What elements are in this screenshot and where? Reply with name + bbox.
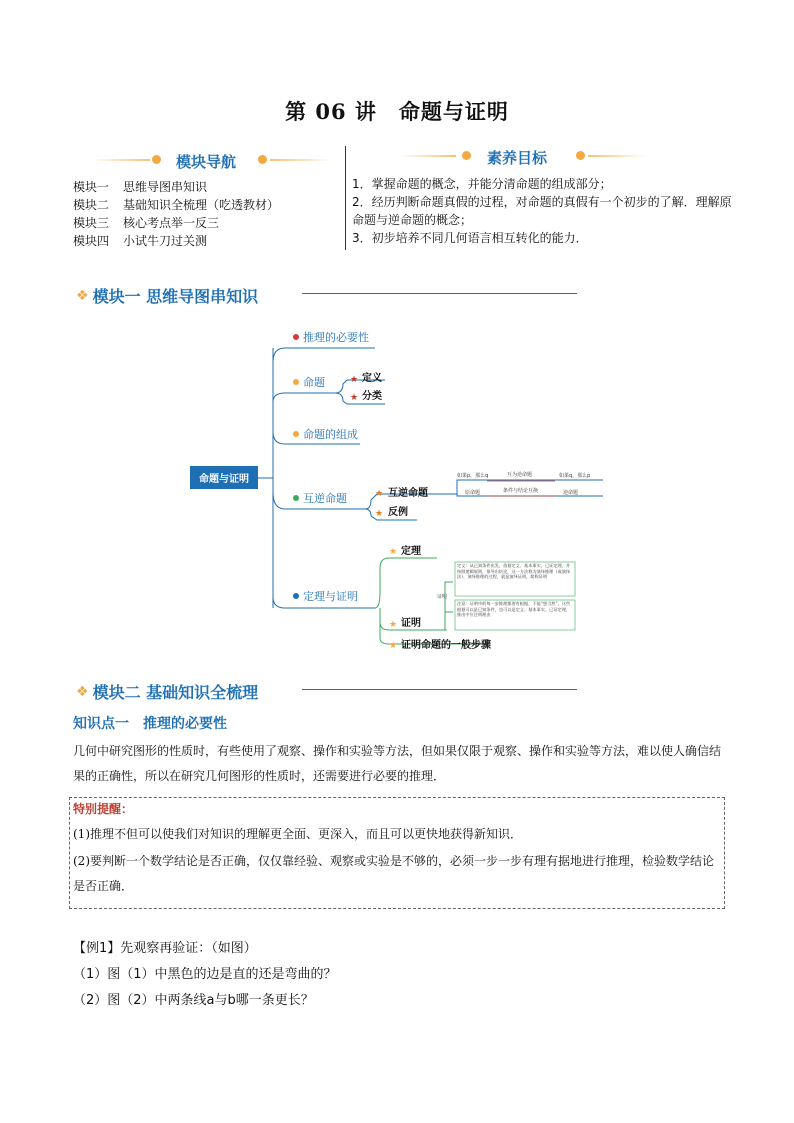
mindmap-trunk (258, 348, 273, 608)
mindmap-b5a: 定理 (401, 546, 421, 557)
tip-p1: (1)推理不但可以使我们对知识的理解更全面、更深入，而且可以更快地获得新知识． (73, 827, 523, 841)
mindmap-b4a: 互逆命题 (388, 488, 428, 499)
mindmap-root: 命题与证明 (199, 474, 249, 485)
bullet-icon (293, 379, 299, 385)
mindmap-b5-def (457, 563, 573, 595)
mindmap-b4b: 反例 (388, 507, 408, 518)
goals-heading-dot-right (576, 151, 585, 160)
star-icon: ★ (350, 393, 359, 403)
diamond-icon: ❖ (76, 287, 89, 304)
nav-item[interactable] (73, 232, 279, 250)
mindmap-b4t2: 互为逆命题 (507, 472, 533, 478)
example-line-3: （2）图（2）中两条线a与b哪一条更长？ (73, 993, 314, 1008)
nav-item[interactable] (73, 214, 279, 232)
module1-line (302, 293, 577, 294)
mindmap-branch-2-line (273, 393, 335, 402)
goal-item: 2．经历判断命题真假的过程，对命题的真假有一个初步的了解．理解原命题与逆命题的概念； (352, 195, 732, 227)
nav-item-text: 核心考点举一反三 (123, 216, 220, 230)
module2-title-text: 模块二 基础知识全梳理 (92, 683, 259, 702)
star-icon: ★ (389, 641, 398, 651)
mindmap-b5t1: 定义：从已知条件出发，依据定义、基本事实、已证定理，并按照逻辑规则，推导出结论，这一方法称为演绎推理（或演绎法），演绎推理的过程，就是演绎证明，简称证明 (457, 563, 571, 579)
module2-title (76, 680, 258, 703)
goals-heading-line-right (588, 155, 646, 157)
nav-item-label: 模块三 (73, 216, 110, 230)
module2-line (302, 689, 577, 690)
nav-heading: 模块导航 (176, 153, 237, 171)
goals-heading-dot-left (462, 151, 471, 160)
module1-title (76, 284, 258, 307)
nav-item[interactable] (73, 178, 279, 196)
example-block (73, 936, 723, 1014)
page-title: 第 06 讲 命题与证明 (285, 99, 509, 124)
star-icon: ★ (389, 620, 398, 630)
mindmap-b4t4: 原命题 (465, 490, 481, 496)
bullet-icon (293, 431, 299, 437)
module1-title-text: 模块一 思维导图串知识 (92, 287, 259, 306)
mindmap-b5t2: 注意：证明中的每一步推理都要有根据，不能“想当然”，这些根据可以是已知条件，也可以是定义、基本事实、已证定理，推出中应注明理由 (457, 601, 571, 617)
goals-heading: 素养目标 (487, 149, 548, 167)
nav-heading-line-left (92, 159, 150, 161)
bullet-icon (293, 495, 299, 501)
mindmap-b5-note (457, 601, 573, 629)
mindmap-b2: 命题 (303, 376, 325, 389)
goals-list (352, 175, 737, 247)
mindmap-b4t5: 条件与结论互换 (503, 488, 539, 494)
header-divider (345, 146, 346, 250)
mindmap-b2a: 定义 (362, 373, 382, 384)
star-icon: ★ (375, 509, 384, 519)
mindmap-b1: 推理的必要性 (303, 331, 369, 344)
mindmap-b4t6: 逆命题 (563, 490, 579, 496)
tip-p2: (2)要判断一个数学结论是否正确，仅仅靠经验、观察或实验是不够的，必须一步一步有理有据地进行推理，检验数学结论是否正确． (73, 854, 715, 893)
nav-item-text: 小试牛刀过关测 (123, 234, 208, 248)
mindmap-b4t1: 如果p，那么q (457, 473, 489, 479)
mindmap-b5-detail-lines (437, 582, 453, 630)
nav-heading-line-right (270, 159, 332, 161)
kp1-title: 知识点一 推理的必要性 (73, 716, 227, 732)
mindmap-b5c: 证明命题的一般步骤 (401, 640, 491, 651)
nav-item-label: 模块一 (73, 180, 110, 194)
example-line-2: （1）图（1）中黑色的边是直的还是弯曲的？ (73, 967, 337, 982)
star-icon: ★ (389, 547, 398, 557)
mindmap-b4t3: 如果q，那么p (559, 473, 591, 479)
mind-map (185, 322, 610, 656)
mindmap-branch-1-line (273, 348, 375, 362)
nav-heading-dot-right (258, 155, 267, 164)
goal-item: 1．掌握命题的概念，并能分清命题的组成部分； (352, 177, 612, 191)
nav-item-label: 模块二 (73, 198, 110, 212)
tip-label: 特别提醒： (73, 802, 134, 816)
bullet-icon (293, 334, 299, 340)
nav-item-text: 思维导图串知识 (123, 180, 208, 194)
example-line-1: 【例1】先观察再验证：（如图） (73, 941, 257, 956)
mindmap-b5: 定理与证明 (303, 590, 358, 603)
goals-heading-line-left (398, 155, 456, 157)
mindmap-b3: 命题的组成 (303, 428, 358, 441)
mindmap-b5b: 证明 (401, 618, 421, 629)
star-icon: ★ (350, 375, 359, 385)
bullet-icon (293, 593, 299, 599)
mindmap-b4: 互逆命题 (303, 492, 347, 505)
goal-item: 3．初步培养不同几何语言相互转化的能力． (352, 231, 588, 245)
diamond-icon: ❖ (76, 683, 89, 700)
nav-list (73, 178, 279, 250)
mindmap-b2b: 分类 (362, 391, 382, 402)
mindmap-b5t0: 证明 (437, 594, 448, 600)
nav-item-label: 模块四 (73, 234, 110, 248)
nav-item[interactable] (73, 196, 279, 214)
star-icon: ★ (375, 489, 384, 499)
kp1-paragraph: 几何中研究图形的性质时，有些使用了观察、操作和实验等方法，但如果仅限于观察、操作和实验等方法，难以使人确信结果的正确性，所以在研究几何图形的性质时，还需要进行必要的推理． (73, 744, 722, 783)
nav-heading-dot-left (152, 155, 161, 164)
nav-item-text: 基础知识全梳理（吃透教材） (123, 198, 280, 212)
